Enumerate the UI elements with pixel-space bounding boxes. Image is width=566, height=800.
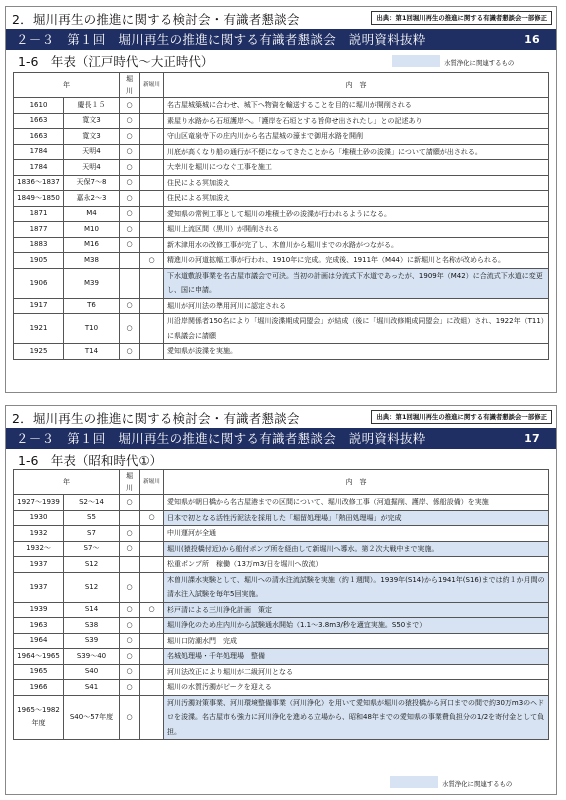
row-era: M38 — [64, 253, 120, 269]
table-row — [14, 206, 549, 222]
row-shinhorikawa-mark — [140, 649, 164, 665]
row-era: S40 — [64, 664, 120, 680]
row-year: 1784 — [14, 144, 64, 160]
row-year: 1877 — [14, 222, 64, 238]
legend-label: 水質浄化に関連するもの — [442, 780, 513, 788]
document-page-16 — [5, 6, 557, 393]
row-shinhorikawa-mark — [140, 680, 164, 696]
col-horikawa: 堀川 — [120, 73, 140, 98]
table-row — [14, 557, 549, 573]
row-year: 1883 — [14, 237, 64, 253]
row-era: S14 — [64, 602, 120, 618]
row-horikawa-mark: ○ — [120, 160, 140, 176]
row-year: 1784 — [14, 160, 64, 176]
table-row — [14, 298, 549, 314]
row-era: S39〜40 — [64, 649, 120, 665]
table-row — [14, 649, 549, 665]
row-shinhorikawa-mark — [140, 572, 164, 602]
chapter-heading: 2．堀川再生の推進に関する検討会・有識者懇談会 — [12, 411, 300, 426]
row-year: 1836〜1837 — [14, 175, 64, 191]
row-era: 嘉永2〜3 — [64, 191, 120, 207]
table-row — [14, 253, 549, 269]
col-year: 年 — [14, 73, 120, 98]
row-shinhorikawa-mark — [140, 144, 164, 160]
row-year: 1849〜1850 — [14, 191, 64, 207]
row-era: 天明4 — [64, 160, 120, 176]
row-era: S7 — [64, 526, 120, 542]
row-content: 名古屋城築城に合わせ、城下へ物資を輸送することを目的に堀川が開削される — [164, 98, 549, 114]
row-horikawa-mark: ○ — [120, 495, 140, 511]
row-shinhorikawa-mark — [140, 298, 164, 314]
legend-swatch — [392, 55, 440, 67]
table-row — [14, 495, 549, 511]
table-row — [14, 572, 549, 602]
row-content: 堀川(猿投橋付近)から船付ポンプ所を経由して新堀川へ導水。第２次大戦中まで実施。 — [164, 541, 549, 557]
row-horikawa-mark: ○ — [120, 664, 140, 680]
row-content: 堀川が河川法の準用河川に認定される — [164, 298, 549, 314]
row-era: S39 — [64, 633, 120, 649]
row-era: S41 — [64, 680, 120, 696]
row-era: S12 — [64, 572, 120, 602]
table-row — [14, 113, 549, 129]
row-year: 1939 — [14, 602, 64, 618]
table-title: 1-6 年表（江戸時代〜大正時代） — [18, 54, 214, 69]
row-horikawa-mark: ○ — [120, 602, 140, 618]
row-shinhorikawa-mark — [140, 314, 164, 344]
row-year: 1930 — [14, 510, 64, 526]
row-horikawa-mark: ○ — [120, 237, 140, 253]
table-row — [14, 175, 549, 191]
table-row — [14, 314, 549, 344]
row-content: 愛知県の常例工事として堀川の堆積土砂の浚渫が行われるようになる。 — [164, 206, 549, 222]
row-era: S40〜57年度 — [64, 695, 120, 740]
table-row — [14, 344, 549, 360]
table-row — [14, 541, 549, 557]
row-era: 天保7〜8 — [64, 175, 120, 191]
row-era: S38 — [64, 618, 120, 634]
row-content: 川底が高くなり船の通行が不便になってきたことから「堆積土砂の浚渫」について請願が出される。 — [164, 144, 549, 160]
row-horikawa-mark: ○ — [120, 344, 140, 360]
row-shinhorikawa-mark — [140, 160, 164, 176]
row-shinhorikawa-mark — [140, 98, 164, 114]
banner-title: ２－３ 第１回 堀川再生の推進に関する有識者懇談会 説明資料抜粋 — [16, 32, 426, 47]
row-era: S12 — [64, 557, 120, 573]
row-year: 1921 — [14, 314, 64, 344]
chapter-heading: 2．堀川再生の推進に関する検討会・有識者懇談会 — [12, 12, 300, 27]
table-row — [14, 618, 549, 634]
row-content: 愛知県が浚渫を実施。 — [164, 344, 549, 360]
row-horikawa-mark: ○ — [120, 98, 140, 114]
row-era: M39 — [64, 268, 120, 298]
row-shinhorikawa-mark — [140, 175, 164, 191]
row-year: 1925 — [14, 344, 64, 360]
row-content: 日本で初となる活性汚泥法を採用した「堀留処理場」「熱田処理場」が完成 — [164, 510, 549, 526]
row-horikawa-mark: ○ — [120, 129, 140, 145]
row-shinhorikawa-mark — [140, 664, 164, 680]
row-era: 寛文3 — [64, 113, 120, 129]
row-content: 住民による冥加浚え — [164, 175, 549, 191]
row-horikawa-mark: ○ — [120, 649, 140, 665]
table-row — [14, 237, 549, 253]
row-horikawa-mark — [120, 557, 140, 573]
row-era: M16 — [64, 237, 120, 253]
row-year: 1932 — [14, 526, 64, 542]
row-year: 1965〜1982年度 — [14, 695, 64, 740]
row-shinhorikawa-mark — [140, 191, 164, 207]
row-era: T14 — [64, 344, 120, 360]
row-era: 慶長１５ — [64, 98, 120, 114]
row-horikawa-mark — [120, 268, 140, 298]
row-content: 木曽川課水実験として、堀川への清水注流試験を実施（約１週間）。1939年(S14)から1941年(S16)までは約１か月間の清水注入試験を毎年5回実施。 — [164, 572, 549, 602]
row-year: 1905 — [14, 253, 64, 269]
col-shinhorikawa: 新堀川 — [140, 470, 164, 495]
row-year: 1906 — [14, 268, 64, 298]
table-row — [14, 664, 549, 680]
row-year: 1965 — [14, 664, 64, 680]
row-content: 精進川の河道拡幅工事が行われ、1910年に完成。完成後、1911年（M44）に新堀川と名称が改められる。 — [164, 253, 549, 269]
row-content: 大幸川を堀川につなぐ工事を施工 — [164, 160, 549, 176]
table-header-row — [14, 470, 549, 495]
row-horikawa-mark — [120, 253, 140, 269]
table-row — [14, 129, 549, 145]
section-banner — [6, 428, 556, 449]
row-content: 松重ポンプ所 稼働（13万m3/日を堀川へ放流） — [164, 557, 549, 573]
row-horikawa-mark — [120, 510, 140, 526]
row-year: 1927〜1939 — [14, 495, 64, 511]
row-content: 堀川上流区間（黒川）が開削される — [164, 222, 549, 238]
row-year: 1966 — [14, 680, 64, 696]
table-row — [14, 222, 549, 238]
row-content: 川沿岸関係者150名により「堀川浚渫期成同盟会」が結成（後に「堀川改修期成同盟会」に改組）され、1922年（T11）に県議会に請願 — [164, 314, 549, 344]
source-note: 出典：第1回堀川再生の推進に関する有識者懇談会一部修正 — [371, 410, 552, 424]
row-shinhorikawa-mark — [140, 237, 164, 253]
row-horikawa-mark: ○ — [120, 314, 140, 344]
row-shinhorikawa-mark — [140, 526, 164, 542]
row-horikawa-mark: ○ — [120, 113, 140, 129]
row-horikawa-mark: ○ — [120, 618, 140, 634]
table-row — [14, 602, 549, 618]
row-content: 素屋り水路から石垣護岸へ。「護岸を石垣とする旨仰せ出されたし」との記述あり — [164, 113, 549, 129]
row-content: 河川法改正により堀川が二級河川となる — [164, 664, 549, 680]
row-horikawa-mark: ○ — [120, 695, 140, 740]
table-body — [14, 495, 549, 740]
row-content: 河川汚濁対策事業、河川環境整備事業（河川浄化）を用いて愛知県が堀川の猿投橋から河口までの間で約30万m3のヘドロを浚渫。名古屋市も強力に河川浄化を進める立場から、昭和48年までの愛知県の事業費負担分の1/2を寄付金として負担。 — [164, 695, 549, 740]
row-shinhorikawa-mark — [140, 344, 164, 360]
table-row — [14, 268, 549, 298]
col-content: 内 容 — [164, 470, 549, 495]
row-content: 住民による冥加浚え — [164, 191, 549, 207]
table-row — [14, 160, 549, 176]
table-row — [14, 633, 549, 649]
row-horikawa-mark: ○ — [120, 526, 140, 542]
row-shinhorikawa-mark — [140, 222, 164, 238]
row-horikawa-mark: ○ — [120, 680, 140, 696]
row-era: T6 — [64, 298, 120, 314]
row-horikawa-mark: ○ — [120, 541, 140, 557]
row-shinhorikawa-mark — [140, 129, 164, 145]
row-shinhorikawa-mark: ○ — [140, 510, 164, 526]
table-title: 1-6 年表（昭和時代①） — [18, 453, 163, 468]
row-content: 堀川口防潮水門 完成 — [164, 633, 549, 649]
row-era: T10 — [64, 314, 120, 344]
row-content: 中川運河が全通 — [164, 526, 549, 542]
table-row — [14, 98, 549, 114]
banner-title: ２－３ 第１回 堀川再生の推進に関する有識者懇談会 説明資料抜粋 — [16, 431, 426, 446]
row-horikawa-mark: ○ — [120, 633, 140, 649]
table-row — [14, 526, 549, 542]
row-content: 名城処理場・千年処理場 整備 — [164, 649, 549, 665]
row-year: 1663 — [14, 129, 64, 145]
row-era: S2〜14 — [64, 495, 120, 511]
row-shinhorikawa-mark — [140, 268, 164, 298]
row-horikawa-mark: ○ — [120, 298, 140, 314]
row-content: 守山区竜泉寺下の庄内川から名古屋城の濠まで御用水路を開削 — [164, 129, 549, 145]
row-shinhorikawa-mark — [140, 618, 164, 634]
row-year: 1610 — [14, 98, 64, 114]
col-year: 年 — [14, 470, 120, 495]
row-era: S5 — [64, 510, 120, 526]
row-shinhorikawa-mark — [140, 113, 164, 129]
row-year: 1964 — [14, 633, 64, 649]
row-era: 寛文3 — [64, 129, 120, 145]
row-era: M10 — [64, 222, 120, 238]
row-shinhorikawa-mark: ○ — [140, 602, 164, 618]
row-horikawa-mark: ○ — [120, 222, 140, 238]
row-shinhorikawa-mark — [140, 695, 164, 740]
col-content: 内 容 — [164, 73, 549, 98]
row-horikawa-mark: ○ — [120, 175, 140, 191]
row-content: 堀川浄化のため庄内川から試験通水開始（1.1〜3.8m3/秒を適宜実施。S50まで） — [164, 618, 549, 634]
row-year: 1917 — [14, 298, 64, 314]
table-body — [14, 98, 549, 360]
row-content: 堀川の水質汚濁がピークを迎える — [164, 680, 549, 696]
row-shinhorikawa-mark — [140, 206, 164, 222]
table-row — [14, 144, 549, 160]
document-page-17 — [5, 405, 557, 795]
row-horikawa-mark: ○ — [120, 572, 140, 602]
col-shinhorikawa: 新堀川 — [140, 73, 164, 98]
row-content: 愛知県が朝日橋から名古屋港までの区間について、堀川改修工事（河道掘削、護岸、係船設備）を実施 — [164, 495, 549, 511]
table-row — [14, 510, 549, 526]
row-shinhorikawa-mark — [140, 541, 164, 557]
row-era: S7〜 — [64, 541, 120, 557]
row-era: 天明4 — [64, 144, 120, 160]
row-horikawa-mark: ○ — [120, 144, 140, 160]
row-horikawa-mark: ○ — [120, 206, 140, 222]
legend-swatch — [390, 776, 438, 788]
row-era: M4 — [64, 206, 120, 222]
legend-label: 水質浄化に関連するもの — [444, 59, 515, 67]
row-year: 1937 — [14, 572, 64, 602]
row-year: 1871 — [14, 206, 64, 222]
row-shinhorikawa-mark — [140, 633, 164, 649]
row-horikawa-mark: ○ — [120, 191, 140, 207]
chronology-table — [13, 72, 549, 360]
col-horikawa: 堀川 — [120, 470, 140, 495]
row-year: 1932〜 — [14, 541, 64, 557]
row-year: 1937 — [14, 557, 64, 573]
row-shinhorikawa-mark — [140, 557, 164, 573]
row-year: 1964〜1965 — [14, 649, 64, 665]
row-shinhorikawa-mark — [140, 495, 164, 511]
row-content: 新木津用水の改修工事が完了し、木曽川から堀川までの水路がつながる。 — [164, 237, 549, 253]
table-row — [14, 191, 549, 207]
source-note: 出典：第1回堀川再生の推進に関する有識者懇談会一部修正 — [371, 11, 552, 25]
row-year: 1663 — [14, 113, 64, 129]
table-header-row — [14, 73, 549, 98]
page-number: 16 — [524, 33, 540, 46]
page-number: 17 — [524, 432, 540, 445]
row-content: 杉戸清による三川浄化計画 策定 — [164, 602, 549, 618]
row-content: 下水道敷設事業を名古屋市議会で可決。当初の計画は分流式下水道であったが、1909年（M42）に合流式下水道に変更し、国に申請。 — [164, 268, 549, 298]
table-row — [14, 695, 549, 740]
row-shinhorikawa-mark: ○ — [140, 253, 164, 269]
row-year: 1963 — [14, 618, 64, 634]
section-banner — [6, 29, 556, 50]
chronology-table — [13, 469, 549, 740]
table-row — [14, 680, 549, 696]
